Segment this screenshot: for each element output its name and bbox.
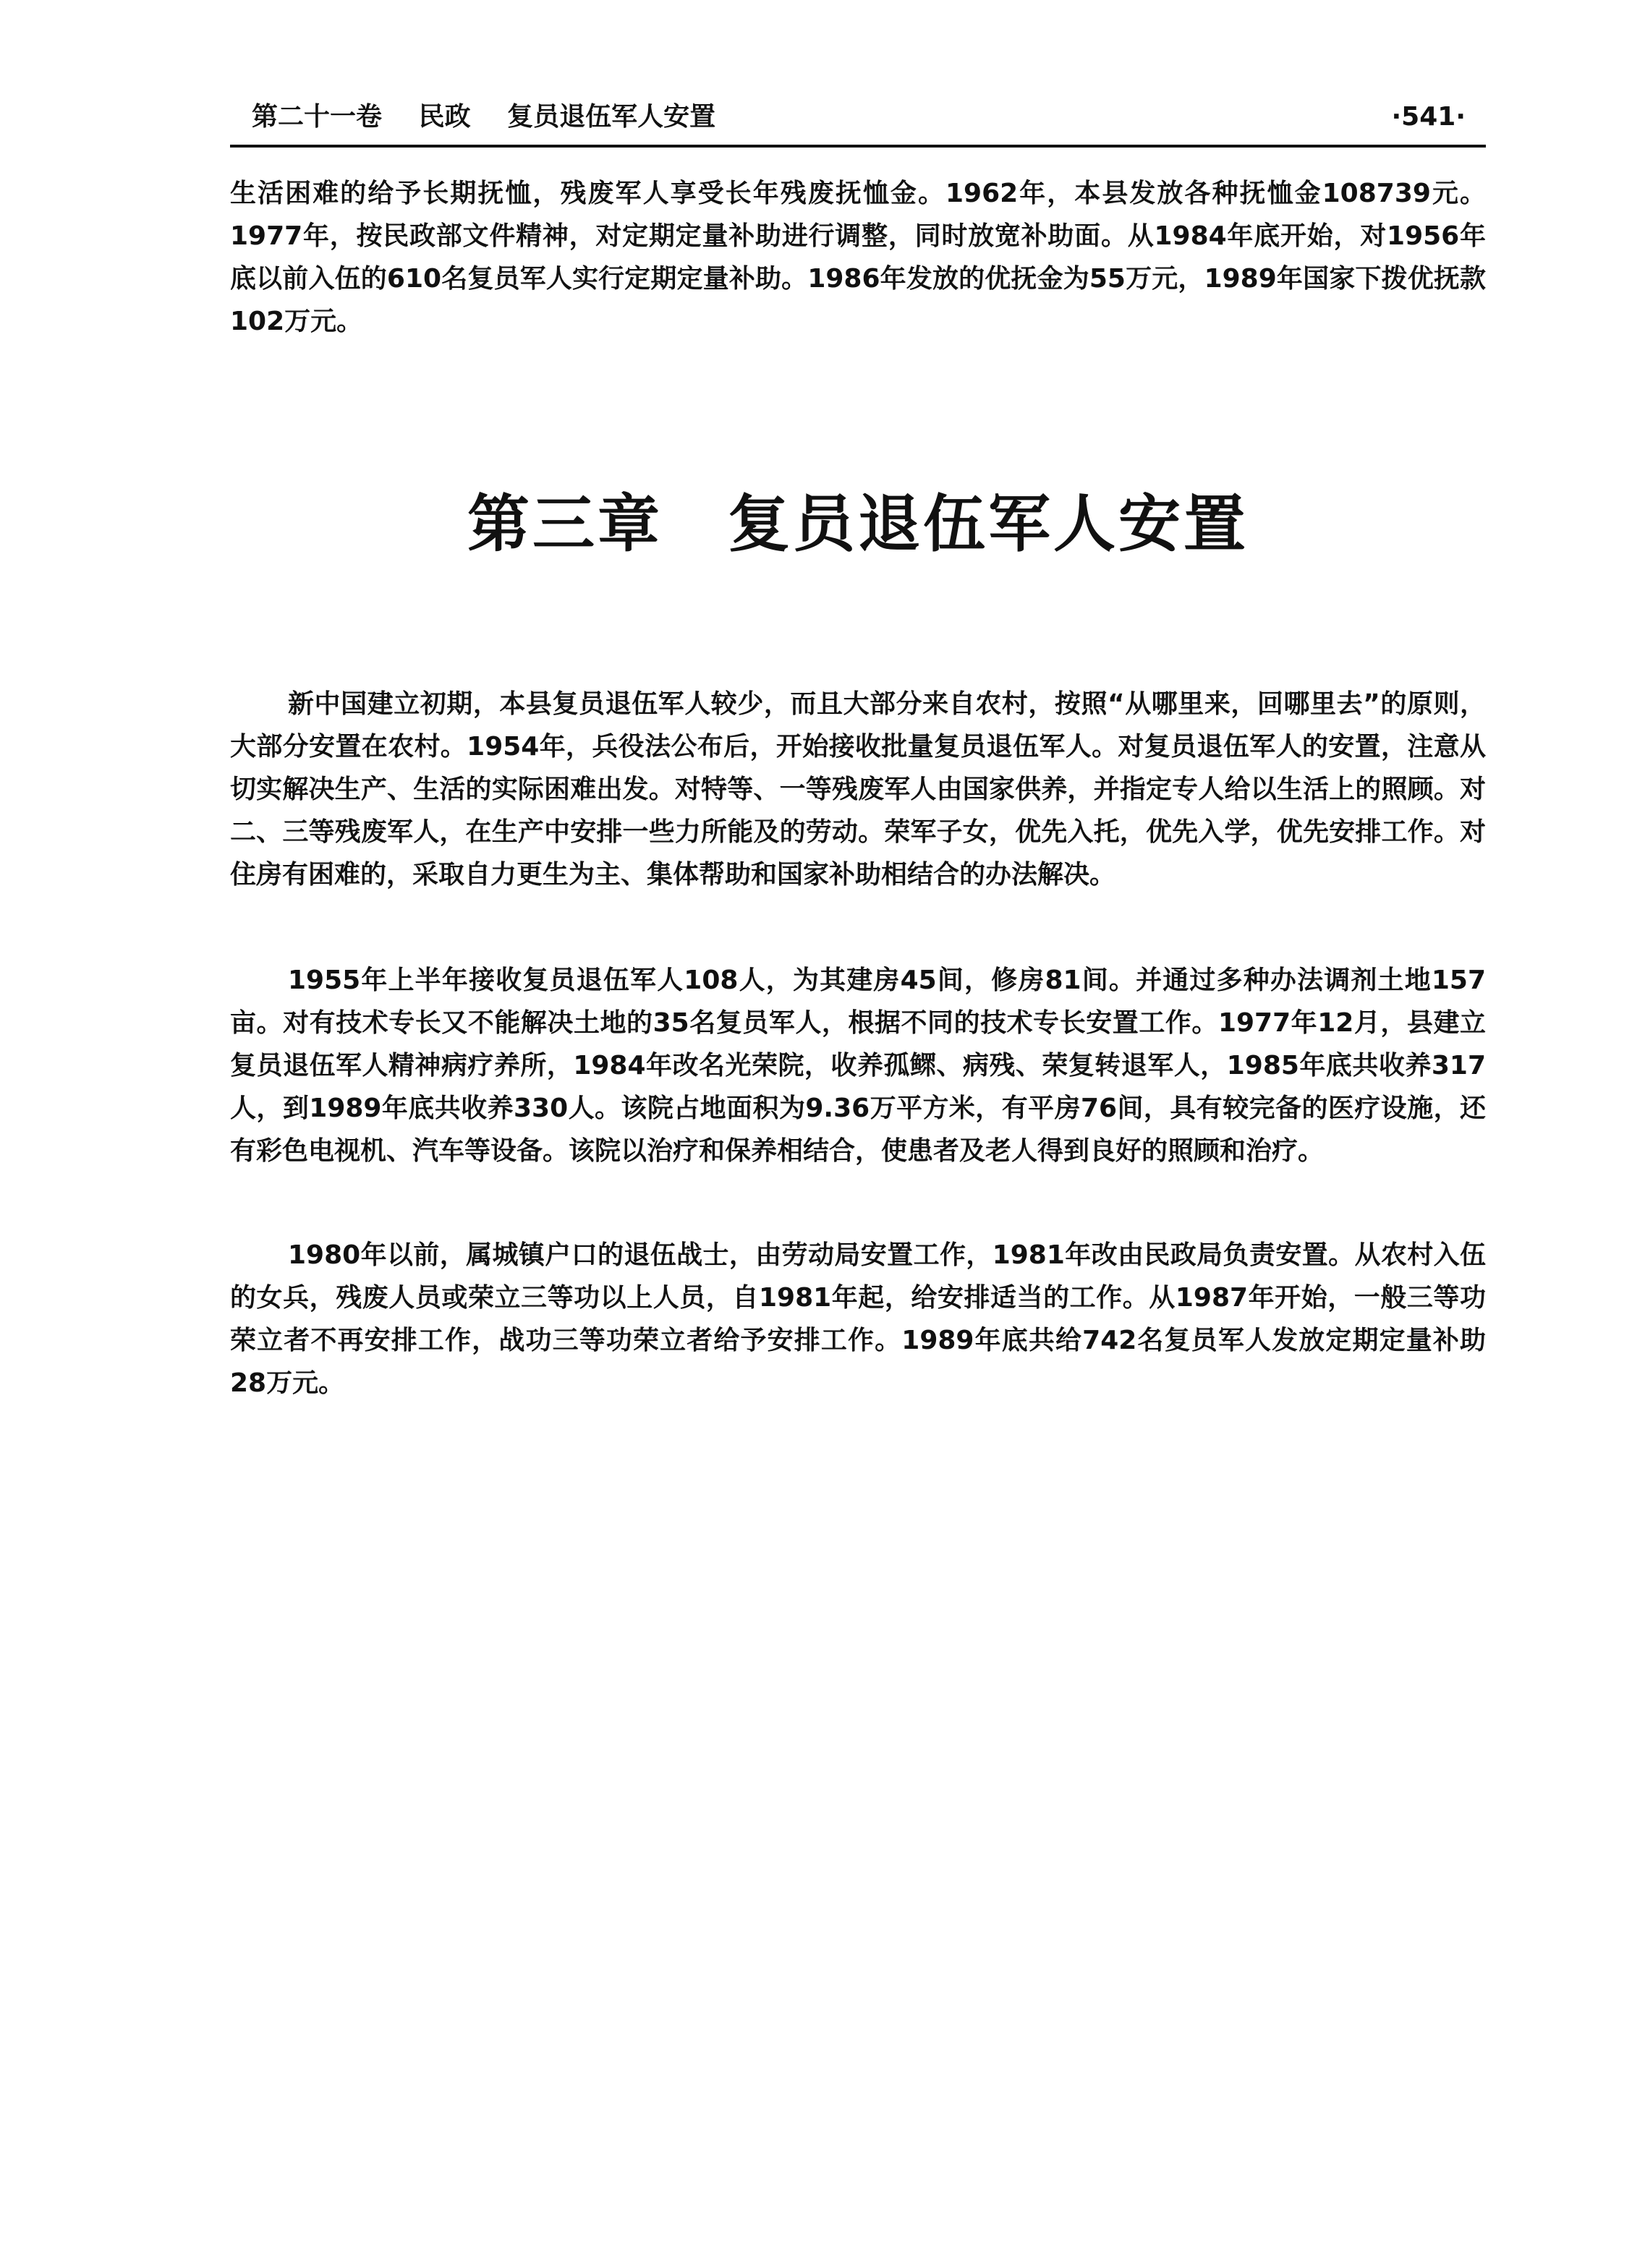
header-section: 民政 (418, 102, 471, 132)
page-number: ·541· (1391, 102, 1466, 132)
header-volume: 第二十一卷 (252, 102, 383, 132)
header-topic: 复员退伍军人安置 (507, 102, 716, 132)
chapter-title: 第三章 复员退伍军人安置 (467, 488, 1249, 560)
header-divider (230, 145, 1486, 148)
paragraph-continued: 生活困难的给予长期抚恤，残废军人享受长年残废抚恤金。1962年，本县发放各种抚恤金108739元。1977年，按民政部文件精神，对定期定量补助进行调整，同时放宽补助面。从1984年底开始，对1956年底以前入伍的610名复员军人实行定期定量补助。1986年发放的优抚金为55万元，1989年国家下拨优抚款102万元。 (230, 179, 1486, 336)
header-left (252, 94, 743, 140)
running-header (230, 94, 1486, 140)
paragraph-2: 1955年上半年接收复员退伍军人108人，为其建房45间，修房81间。并通过多种办法调剂土地157亩。对有技术专长又不能解决土地的35名复员军人，根据不同的技术专长安置工作。1977年12月，县建立复员退伍军人精神病疗养所，1984年改名光荣院，收养孤鳏、病残、荣复转退军人，1985年底共收养317人，到1989年底共收养330人。该院占地面积为9.36万平方米，有平房76间，具有较完备的医疗设施，还有彩色电视机、汽车等设备。该院以治疗和保养相结合，使患者及老人得到良好的照顾和治疗。 (230, 965, 1486, 1166)
paragraph-1: 新中国建立初期，本县复员退伍军人较少，而且大部分来自农村，按照“从哪里来，回哪里去”的原则，大部分安置在农村。1954年，兵役法公布后，开始接收批量复员退伍军人。对复员退伍军人的安置，注意从切实解决生产、生活的实际困难出发。对特等、一等残废军人由国家供养，并指定专人给以生活上的照顾。对二、三等残废军人，在生产中安排一些力所能及的劳动。荣军子女，优先入托，优先入学，优先安排工作。对住房有困难的，采取自力更生为主、集体帮助和国家补助相结合的办法解决。 (230, 689, 1486, 890)
paragraph-3: 1980年以前，属城镇户口的退伍战士，由劳动局安置工作，1981年改由民政局负责安置。从农村入伍的女兵，残废人员或荣立三等功以上人员，自1981年起，给安排适当的工作。从1987年开始，一般三等功荣立者不再安排工作，战功三等功荣立者给予安排工作。1989年底共给742名复员军人发放定期定量补助28万元。 (230, 1240, 1486, 1398)
